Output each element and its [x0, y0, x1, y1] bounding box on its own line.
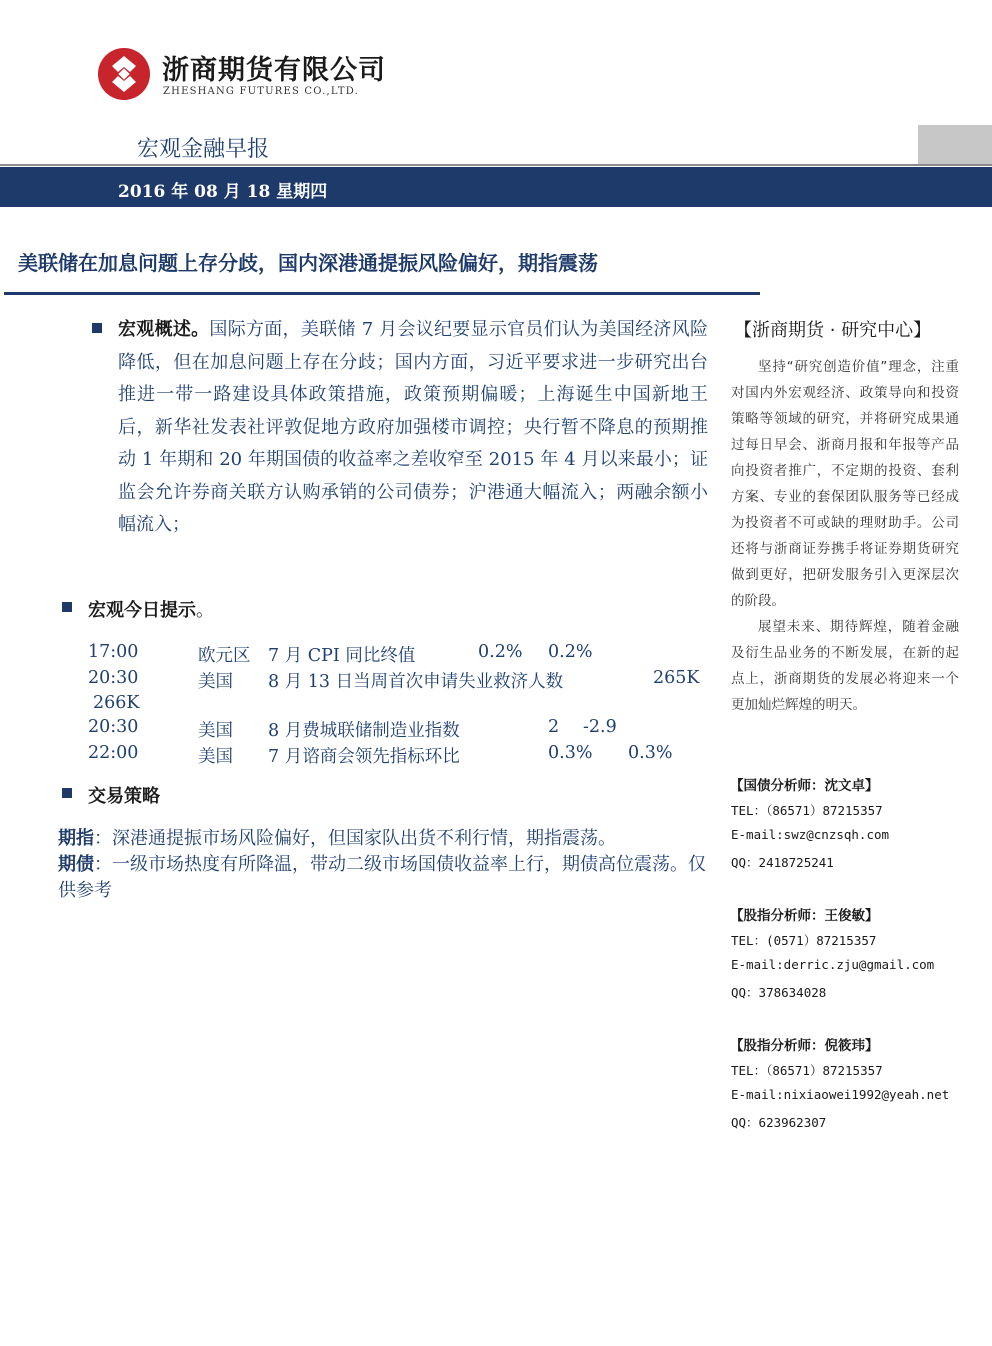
headline-rule — [4, 292, 760, 295]
macro-label: 宏观概述。 — [118, 319, 210, 340]
report-type: 宏观金融早报 — [137, 137, 270, 162]
analyst-tel: TEL：（86571）87215357 — [731, 1063, 883, 1078]
analyst-qq: QQ：2418725241 — [731, 855, 834, 870]
macro-overview — [118, 314, 708, 542]
analyst-qq: QQ：623962307 — [731, 1115, 827, 1130]
stock-index-label: 期指 — [58, 828, 94, 849]
event-value-1: 265K — [653, 668, 700, 688]
bullet-icon — [62, 602, 72, 612]
event-item: 7 月 CPI 同比终值 — [268, 646, 416, 666]
event-time: 20:30 — [88, 717, 139, 737]
event-value-1: 2 — [548, 717, 560, 737]
bullet-icon — [92, 323, 102, 333]
event-item: 7 月谘商会领先指标环比 — [268, 747, 460, 767]
event-time: 20:30 — [88, 668, 139, 688]
event-value-2: -2.9 — [583, 717, 617, 737]
event-value-2: 0.2% — [548, 642, 593, 662]
analyst-tel: TEL：(0571）87215357 — [731, 933, 877, 948]
bond-text: ：一级市场热度有所降温，带动二级市场国债收益率上行，期债高位震荡。仅供参考 — [58, 854, 706, 901]
company-name-en: ZHESHANG FUTURES CO.,LTD. — [163, 86, 359, 97]
company-logo-icon — [96, 46, 152, 102]
bond-label: 期债 — [58, 854, 94, 875]
event-region: 美国 — [198, 747, 233, 767]
strategy-bond — [58, 852, 710, 904]
sidebar-outlook: 展望未来、期待辉煌，随着金融及衍生品业务的不断发展，在新的起点上，浙商期货的发展必将迎来一个更加灿烂辉煌的明天。 — [731, 619, 959, 713]
event-value-2: 0.3% — [628, 743, 673, 763]
analyst-name: 【股指分析师：王俊敏】 — [730, 908, 879, 924]
event-region: 美国 — [198, 721, 233, 741]
analyst-email[interactable]: E-mail:nixiaowei1992@yeah.net — [731, 1087, 950, 1102]
corner-block — [918, 125, 992, 165]
company-name-cn: 浙商期货有限公司 — [162, 55, 386, 86]
event-time: 22:00 — [88, 743, 139, 763]
macro-text: 国际方面，美联储 7 月会议纪要显示官员们认为美国经济风险降低，但在加息问题上存在分歧；国内方面，习近平要求进一步研究出台推进一带一路建设具体政策措施，政策预期偏暖；上海诞生中国新地王后，新华社发表社评敦促地方政府加强楼市调控；央行暂不降息的预期推动 1 年期和 20 年期国债的收益率之差收窄至 2015 年 4 月以来最小；证监会允许券商关联方认购承销的公司债券；沪港通大幅流入；两融余额小幅流入； — [118, 319, 708, 535]
event-value-1: 0.2% — [478, 642, 523, 662]
today-title: 宏观今日提示。 — [88, 600, 214, 621]
analyst-email[interactable]: E-mail:swz@cnzsqh.com — [731, 827, 890, 842]
analyst-name: 【股指分析师：倪筱玮】 — [730, 1038, 879, 1054]
report-date: 2016 年 08 月 18 星期四 — [118, 182, 328, 202]
sidebar-title: 【浙商期货 · 研究中心】 — [734, 320, 932, 341]
analyst-qq: QQ：378634028 — [731, 985, 827, 1000]
analyst-email[interactable]: E-mail:derric.zju@gmail.com — [731, 957, 935, 972]
header-divider — [0, 164, 992, 166]
event-item: 8 月费城联储制造业指数 — [268, 721, 460, 741]
headline: 美联储在加息问题上存分歧，国内深港通提振风险偏好，期指震荡 — [18, 251, 598, 275]
analyst-tel: TEL：（86571）87215357 — [731, 803, 883, 818]
strategy-stock-index — [58, 826, 710, 852]
strategy-title: 交易策略 — [88, 786, 160, 807]
bullet-icon — [62, 788, 72, 798]
stock-index-text: ：深港通提振市场风险偏好，但国家队出货不利行情，期指震荡。 — [94, 828, 616, 849]
event-time: 17:00 — [88, 642, 139, 662]
event-value-1: 0.3% — [548, 743, 593, 763]
analyst-name: 【国债分析师：沈文卓】 — [730, 778, 879, 794]
event-region: 美国 — [198, 672, 233, 692]
event-item: 8 月 13 日当周首次申请失业救济人数 — [268, 672, 564, 692]
event-value-2: 266K — [93, 693, 140, 713]
sidebar-intro: 坚持“研究创造价值”理念，注重对国内外宏观经济、政策导向和投资策略等领域的研究，并将研究成果通过每日早会、浙商月报和年报等产品向投资者推广，不定期的投资、套利方案、专业的套保团队服务等已经成为投资者不可或缺的理财助手。公司还将与浙商证券携手将证券期货研究做到更好，把研发服务引入更深层次的阶段。 — [731, 359, 959, 609]
event-region: 欧元区 — [198, 646, 251, 666]
